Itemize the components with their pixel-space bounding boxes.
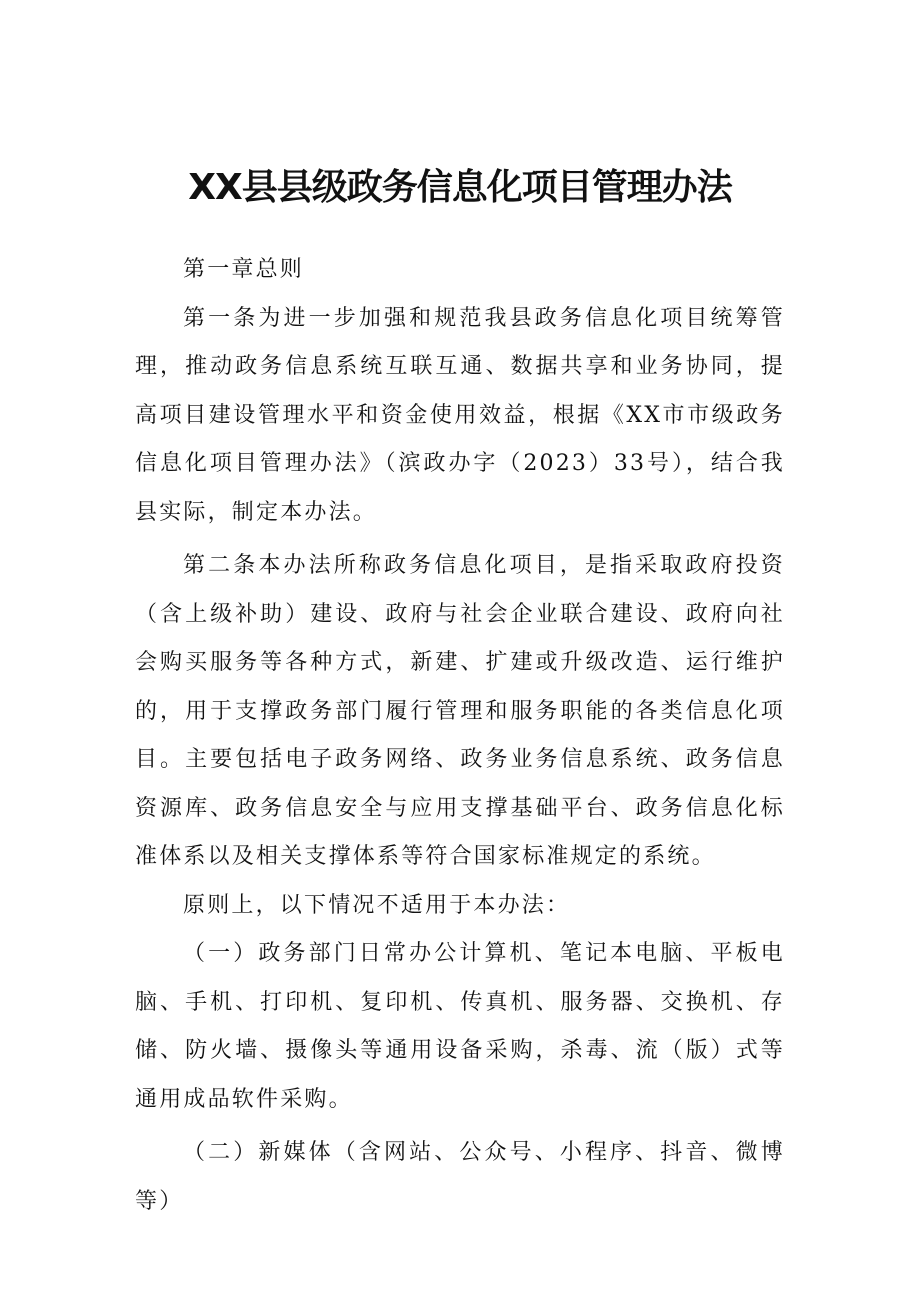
- exclusion-item-1-paragraph: （一）政务部门日常办公计算机、笔记本电脑、平板电脑、手机、打印机、复印机、传真机、服务器、交换机、存储、防火墙、摄像头等通用设备采购，杀毒、流（版）式等通用成品软件采购。: [135, 941, 785, 1112]
- document-body: [135, 246, 785, 1226]
- exclusion-intro-paragraph: 原则上，以下情况不适用于本办法：: [183, 892, 571, 918]
- exclusion-item-2-paragraph: （二）新媒体（含网站、公众号、小程序、抖音、微博等）: [135, 1140, 785, 1214]
- article-1-paragraph: 第一条为进一步加强和规范我县政务信息化项目统筹管理，推动政务信息系统互联互通、数据共享和业务协同，提高项目建设管理水平和资金使用效益，根据《XX市市级政务信息化项目管理办法》（滨政办字（2023）33号），结合我县实际，制定本办法。: [135, 305, 785, 525]
- article-2-paragraph: 第二条本办法所称政务信息化项目，是指采取政府投资（含上级补助）建设、政府与社会企业联合建设、政府向社会购买服务等各种方式，新建、扩建或升级改造、运行维护的，用于支撑政务部门履行管理和服务职能的各类信息化项目。主要包括电子政务网络、政务业务信息系统、政务信息资源库、政务信息安全与应用支撑基础平台、政务信息化标准体系以及相关支撑体系等符合国家标准规定的系统。: [135, 553, 785, 869]
- document-title: XX县县级政务信息化项目管理办法: [188, 167, 732, 208]
- chapter-heading: 第一章总则: [183, 257, 305, 282]
